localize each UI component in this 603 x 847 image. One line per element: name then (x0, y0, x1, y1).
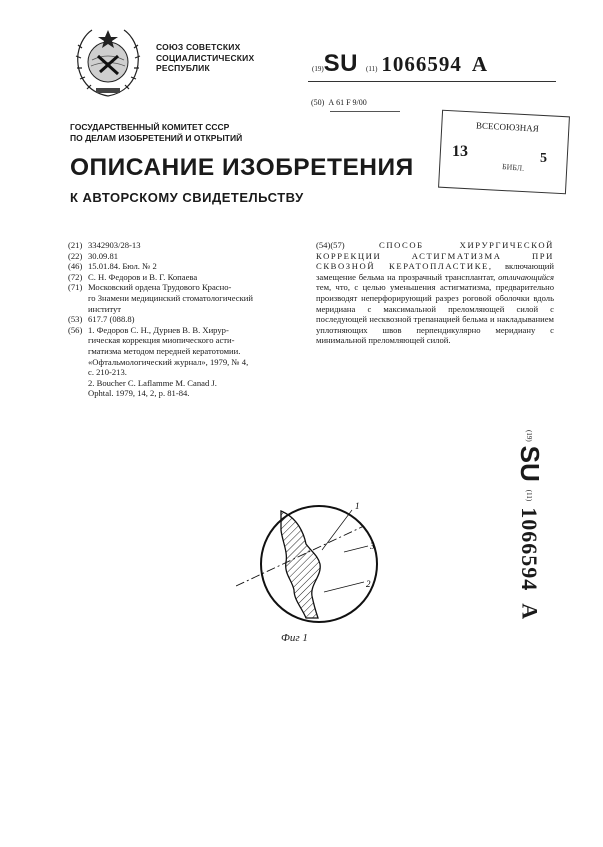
bibliographic-data (68, 240, 298, 399)
committee-line: ПО ДЕЛАМ ИЗОБРЕТЕНИЙ И ОТКРЫТИЙ (70, 132, 243, 143)
publication-rule (308, 81, 556, 82)
committee-name (70, 122, 242, 143)
filing-date: 30.09.81 (88, 250, 119, 261)
country-code: SU (323, 50, 359, 77)
stamp-header: ВСЕСОЮЗНАЯ (475, 120, 539, 134)
biblio-row (68, 261, 298, 272)
number-field-code: (11) (366, 65, 378, 73)
classification-rule (330, 111, 400, 112)
figure-1-drawing (236, 496, 386, 630)
figure-label-3: 3 (370, 541, 375, 551)
hatched-graft-region (281, 511, 320, 618)
application-number: 3342903/28-13 (88, 240, 141, 250)
document-subtitle: К АВТОРСКОМУ СВИДЕТЕЛЬСТВУ (70, 190, 304, 205)
references (88, 325, 298, 378)
biblio-code: (21) (68, 240, 83, 250)
stamp-mark: 5 (540, 151, 547, 166)
biblio-row (68, 282, 298, 314)
biblio-row (68, 325, 298, 378)
claim-emphasis: отличающийся (498, 271, 554, 282)
udc-code: 617.7 (088.8) (88, 314, 135, 325)
abstract-field-code: (54)(57) (316, 240, 345, 250)
stamp-number: 13 (452, 143, 468, 160)
issuer-line: РЕСПУБЛИК (156, 63, 210, 73)
publication-number: 1066594 (381, 52, 462, 76)
leader-line-1 (322, 510, 352, 550)
country-field-code: (19) (312, 65, 324, 73)
side-publication-number (515, 430, 570, 680)
biblio-row (68, 314, 298, 325)
biblio-code: (56) (68, 324, 83, 335)
reference-line: Ophtal. 1979, 14, 2, p. 81-84. (88, 388, 190, 399)
kind-code: A (471, 52, 488, 76)
side-country-field-code: (19) (525, 430, 534, 442)
biblio-code: (46) (68, 261, 83, 272)
leader-line-3 (344, 546, 368, 552)
inventors: С. Н. Федоров и В. Г. Копаева (88, 271, 198, 282)
reference-line: 2. Boucher C. Laflamme M. Canad J. (88, 377, 217, 388)
classification-field-code: (50) (311, 98, 325, 107)
reference-line: с. 210-213. (88, 367, 127, 378)
leader-line-2 (324, 582, 364, 592)
biblio-row (68, 251, 298, 262)
abstract (316, 240, 554, 346)
figure-label-2: 2 (366, 579, 371, 589)
figure-label-1: 1 (355, 501, 360, 511)
issuer-line: СОЦИАЛИСТИЧЕСКИХ (156, 52, 255, 63)
biblio-code: (22) (68, 250, 83, 261)
biblio-row (68, 272, 298, 283)
issuer-line: СОЮЗ СОВЕТСКИХ (156, 42, 241, 52)
claim-text: тем, что, с целью уменьшения астигматизма, предварительно производят неперфорирующий разрез роговой оболочки вдоль меридиана с максимальной преломляющей силой с последующей несквозной трепанацией бельма и накладыванием уплотняющих швов перпендикулярно меридиану с минимальной преломляющей силой. (316, 282, 554, 346)
applicant (88, 282, 298, 314)
publication-line (312, 50, 487, 78)
reference-line: «Офтальмологический журнал», 1979, № 4, (88, 356, 249, 367)
reference-line: гматизма методом передней кератотомии. (88, 345, 241, 356)
biblio-code: (53) (68, 314, 83, 325)
biblio-code: (72) (68, 271, 83, 282)
side-number-field-code: (11) (525, 489, 534, 502)
committee-line: ГОСУДАРСТВЕННЫЙ КОМИТЕТ СССР (70, 122, 230, 132)
side-number: 1066594 (517, 507, 543, 592)
invention-title: СПОСОБ ХИРУРГИЧЕСКОЙ КОРРЕКЦИИ АСТИГМАТИЗМА ПРИ СКВОЗНОЙ КЕРАТОПЛАСТИКЕ, (316, 240, 554, 272)
applicant-line: го Знамени медицинский стоматологический (88, 292, 253, 303)
figure-caption: Фиг 1 (281, 632, 308, 644)
biblio-code: (71) (68, 282, 83, 293)
state-emblem-icon (72, 26, 144, 100)
claim-text: включающий замещение бельма на прозрачный трансплантат, (316, 261, 554, 282)
reference-line: 1. Федоров С. Н., Дурнев В. В. Хирур- (88, 324, 229, 335)
classification (311, 98, 367, 107)
applicant-line: Московский ордена Трудового Красно- (88, 282, 232, 293)
applicant-line: институт (88, 303, 122, 314)
ipc-code: А 61 F 9/00 (328, 98, 367, 107)
biblio-row (68, 240, 298, 251)
document-title: ОПИСАНИЕ ИЗОБРЕТЕНИЯ (70, 154, 414, 181)
library-stamp (440, 113, 568, 191)
publication-date: 15.01.84. Бюл. № 2 (88, 261, 157, 272)
issuer-name (156, 42, 254, 74)
reference-line: гическая коррекция миопического асти- (88, 335, 235, 346)
side-kind-code: A (517, 603, 543, 620)
stamp-subtext: БИБЛ. (501, 162, 525, 173)
side-country-code: SU (515, 445, 545, 482)
